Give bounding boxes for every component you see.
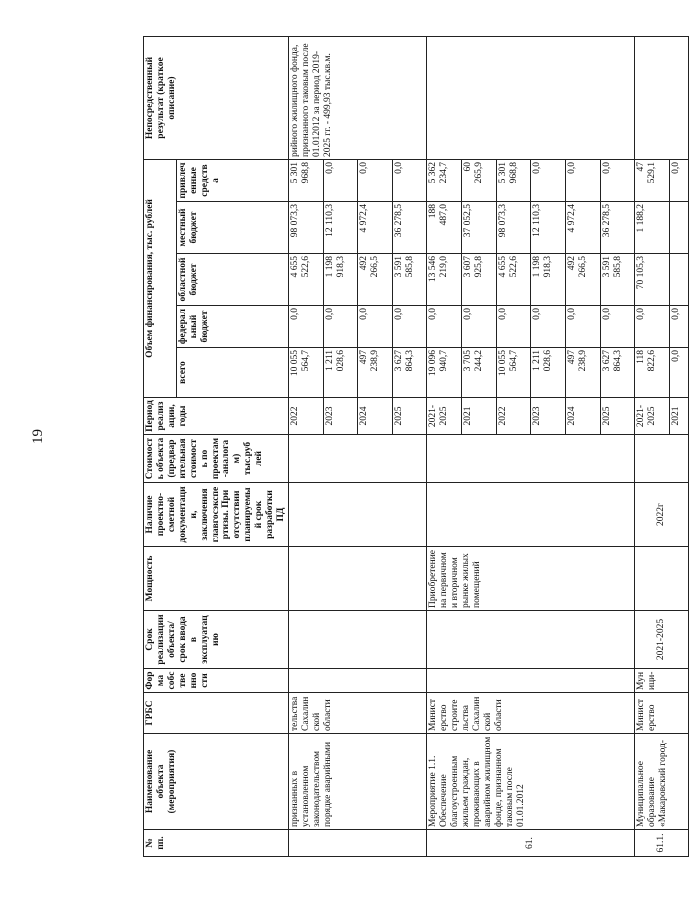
cell-total: 0,0 — [669, 348, 689, 398]
cell-extra: 5 301 968,8 — [288, 160, 323, 202]
cell-cost — [288, 435, 427, 483]
cell-no: 61.1. — [635, 830, 689, 857]
header-power: Мощность — [144, 547, 289, 611]
cell-extra: 0,0 — [392, 160, 427, 202]
cell-local: 36 278,5 — [392, 202, 427, 254]
cell-extra: 0,0 — [358, 160, 393, 202]
cell-federal: 0,0 — [392, 306, 427, 348]
cell-name: признанных в установленном законодательством порядке аварийными — [288, 734, 427, 830]
cell-regional: 3 607 925,8 — [462, 254, 497, 306]
cell-local: 37 052,5 — [462, 202, 497, 254]
cell-cost — [635, 435, 689, 483]
cell-power: Приобретение на первичном и вторичном рынке жилых помещений — [427, 547, 635, 611]
cell-total: 118 822,6 — [635, 348, 670, 398]
header-form: Форма собственности — [144, 669, 289, 693]
cell-form — [288, 669, 427, 693]
header-no: № пп. — [144, 830, 289, 857]
cell-federal: 0,0 — [635, 306, 670, 348]
header-name: Наименование объекта (мероприятия) — [144, 734, 289, 830]
cell-extra: 0,0 — [531, 160, 566, 202]
cell-federal: 0,0 — [288, 306, 323, 348]
cell-total: 1 211 028,6 — [323, 348, 358, 398]
funding-table — [143, 36, 689, 857]
cell-federal: 0,0 — [565, 306, 600, 348]
cell-federal: 0,0 — [462, 306, 497, 348]
cell-result — [427, 37, 635, 160]
cell-no: 61. — [427, 830, 635, 857]
cell-cost — [427, 435, 635, 483]
cell-period: 2023 — [323, 398, 358, 435]
cell-total: 3 627 864,3 — [600, 348, 635, 398]
cell-local: 98 073,3 — [496, 202, 531, 254]
table-row — [288, 37, 323, 857]
cell-extra: 0,0 — [565, 160, 600, 202]
cell-design — [427, 483, 635, 547]
cell-local: 36 278,5 — [600, 202, 635, 254]
cell-power — [288, 547, 427, 611]
cell-form — [427, 669, 635, 693]
cell-grbs: Министерство строительства Сахалинской области — [427, 693, 635, 734]
cell-period: 2025 — [600, 398, 635, 435]
cell-form: Муници- — [635, 669, 689, 693]
cell-total: 3 705 244,2 — [462, 348, 497, 398]
cell-period: 2024 — [358, 398, 393, 435]
cell-term — [288, 611, 427, 669]
cell-total: 497 238,9 — [565, 348, 600, 398]
cell-extra: 60 265,9 — [462, 160, 497, 202]
cell-extra: 5 301 968,8 — [496, 160, 531, 202]
cell-total: 10 055 564,7 — [288, 348, 323, 398]
cell-period: 2021 — [669, 398, 689, 435]
header-extra: привлеченные средства — [177, 160, 289, 202]
cell-regional: 4 655 522,6 — [496, 254, 531, 306]
cell-no — [288, 830, 427, 857]
cell-federal: 0,0 — [358, 306, 393, 348]
cell-extra: 47 529,1 — [635, 160, 670, 202]
cell-regional: 70 105,3 — [635, 254, 670, 306]
cell-period: 2025 — [392, 398, 427, 435]
header-regional: областной бюджет — [177, 254, 289, 306]
cell-federal: 0,0 — [323, 306, 358, 348]
cell-regional: 1 198 918,3 — [323, 254, 358, 306]
cell-local: 12 110,3 — [531, 202, 566, 254]
cell-period: 2024 — [565, 398, 600, 435]
cell-regional: 1 198 918,3 — [531, 254, 566, 306]
table-row — [427, 37, 462, 857]
cell-grbs: тельства Сахалинской области — [288, 693, 427, 734]
cell-extra: 0,0 — [669, 160, 689, 202]
cell-period: 2021 — [462, 398, 497, 435]
cell-name: Мероприятие 1.1. Обеспечение благоустроенным жильем граждан, проживающих в аварийном жилищном фонде, признанном таковым после 01.01.2012 — [427, 734, 635, 830]
cell-local: 12 110,3 — [323, 202, 358, 254]
header-federal: федеральный бюджет — [177, 306, 289, 348]
cell-extra: 5 362 234,7 — [427, 160, 462, 202]
cell-extra: 0,0 — [323, 160, 358, 202]
header-funding-group: Объем финансирования, тыс. рублей — [144, 160, 177, 398]
header-design: Наличие проектно-сметной документации, заключения главгосэкспертизы. При отсутствии планируемый срок разработки ПД — [144, 483, 289, 547]
cell-total: 497 238,9 — [358, 348, 393, 398]
header-term: Срок реализации объекта/срок ввода в эксплуатацию — [144, 611, 289, 669]
cell-local: 188 487,0 — [427, 202, 462, 254]
cell-period: 2022 — [288, 398, 323, 435]
cell-total: 19 096 940,7 — [427, 348, 462, 398]
cell-power — [635, 547, 689, 611]
cell-total: 1 211 028,6 — [531, 348, 566, 398]
cell-term: 2021-2025 — [635, 611, 689, 669]
table-row — [635, 37, 670, 857]
page-number: 19 — [30, 429, 46, 444]
cell-federal: 0,0 — [669, 306, 689, 348]
cell-federal: 0,0 — [531, 306, 566, 348]
cell-local: 4 972,4 — [565, 202, 600, 254]
cell-regional: 3 591 585,8 — [392, 254, 427, 306]
cell-regional: 3 591 585,8 — [600, 254, 635, 306]
cell-local: 98 073,3 — [288, 202, 323, 254]
cell-result — [635, 37, 689, 160]
cell-period: 2022 — [496, 398, 531, 435]
header-result: Непосредственный результат (краткое описание) — [144, 37, 289, 160]
header-local: местный бюджет — [177, 202, 289, 254]
cell-federal: 0,0 — [496, 306, 531, 348]
cell-local: 4 972,4 — [358, 202, 393, 254]
cell-period: 2023 — [531, 398, 566, 435]
cell-design: 2022г — [635, 483, 689, 547]
cell-total: 3 627 864,3 — [392, 348, 427, 398]
cell-grbs: Министерство — [635, 693, 689, 734]
cell-term — [427, 611, 635, 669]
cell-regional: 492 266,5 — [565, 254, 600, 306]
cell-regional: 4 655 522,6 — [288, 254, 323, 306]
cell-period: 2021-2025 — [427, 398, 462, 435]
header-grbs: ГРБС — [144, 693, 289, 734]
cell-regional: 13 546 219,0 — [427, 254, 462, 306]
header-cost: Стоимость объекта (предварительная стоимость по проектам-аналогам) тыс.руб лей — [144, 435, 289, 483]
header-period: Период реализации, годы — [144, 398, 289, 435]
rotated-table-wrapper — [143, 37, 681, 857]
cell-period: 2021-2025 — [635, 398, 670, 435]
cell-extra: 0,0 — [600, 160, 635, 202]
cell-local — [669, 202, 689, 254]
cell-design — [288, 483, 427, 547]
header-row-1 — [144, 37, 177, 857]
header-total: всего — [177, 348, 289, 398]
cell-federal: 0,0 — [427, 306, 462, 348]
cell-name: Муниципальное образование «Макаровский город- — [635, 734, 689, 830]
cell-federal: 0,0 — [600, 306, 635, 348]
cell-result: рийного жилищного фонда, признанного таковым после 01.012012 за период 2019-2025 гг. - 499,93 тыс.кв.м. — [288, 37, 427, 160]
cell-total: 10 055 564,7 — [496, 348, 531, 398]
cell-regional: 492 266,5 — [358, 254, 393, 306]
cell-regional — [669, 254, 689, 306]
cell-local: 1 188,2 — [635, 202, 670, 254]
